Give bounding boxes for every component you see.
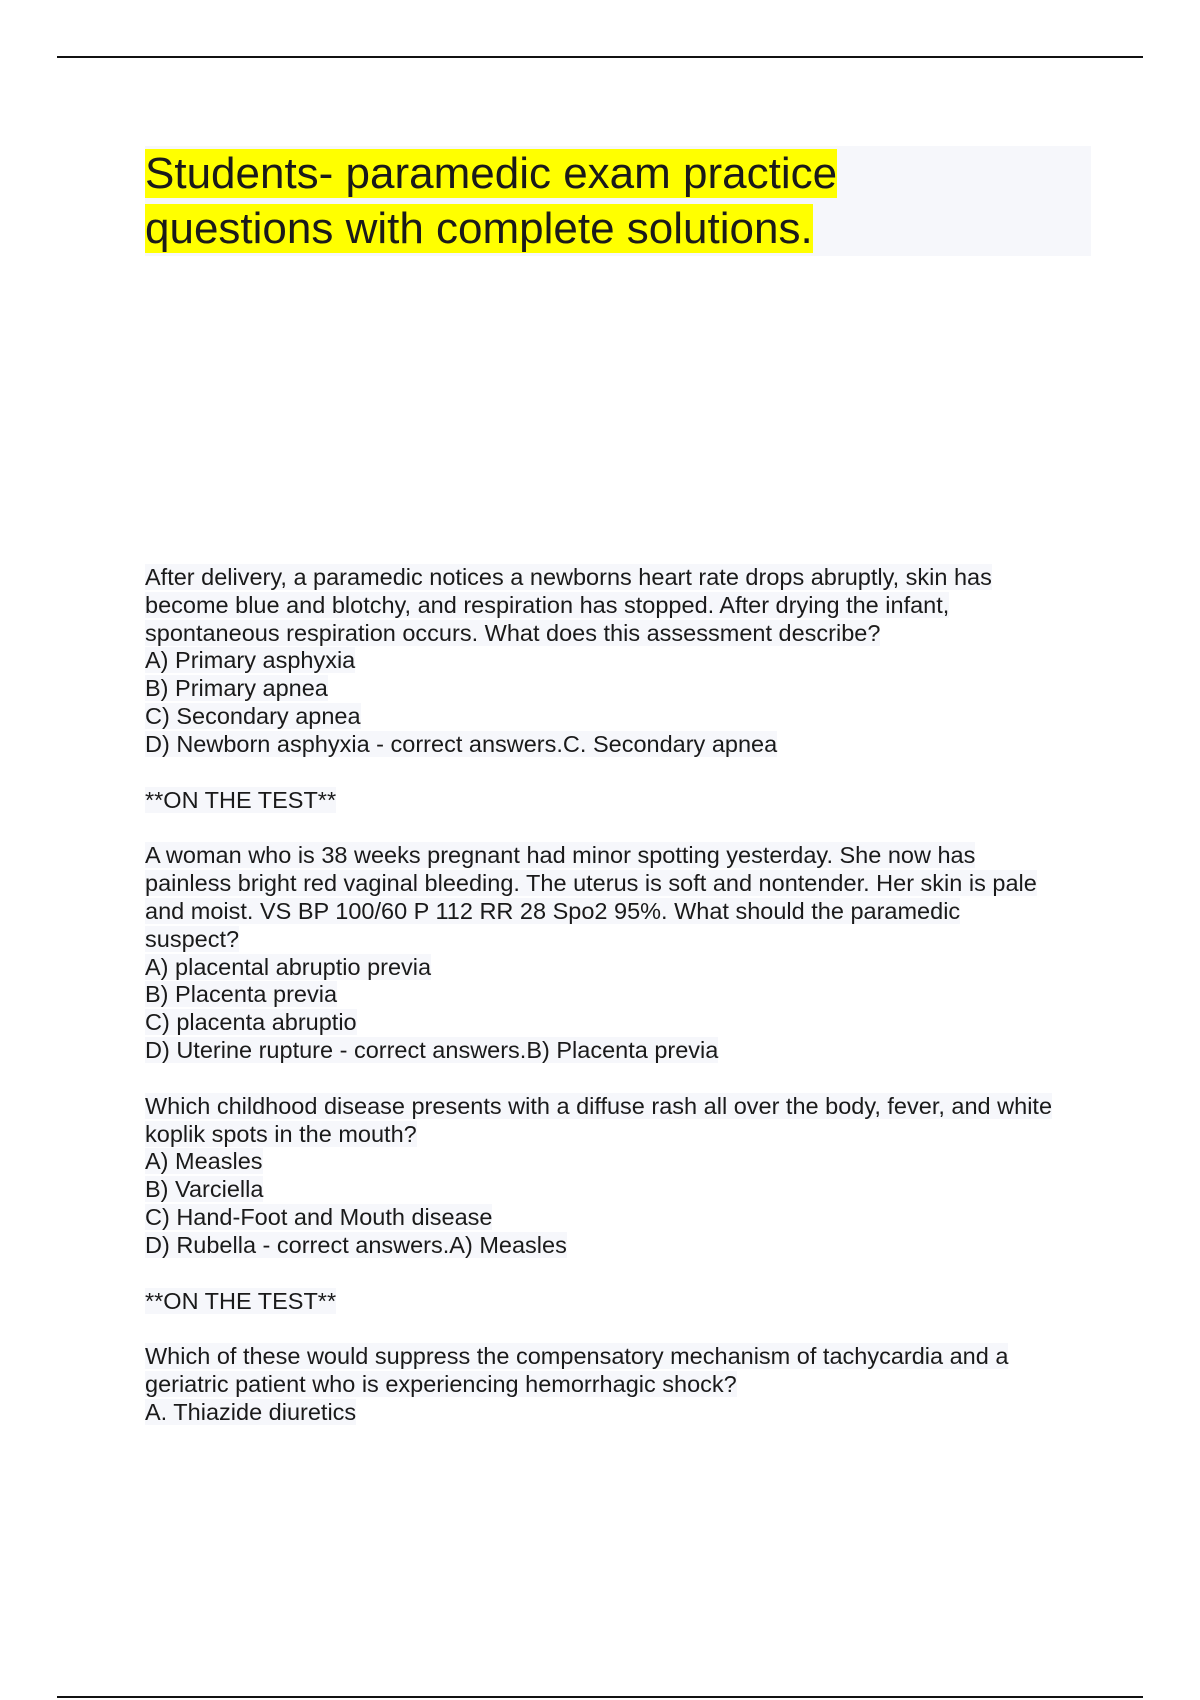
- question-text-line: Which of these would suppress the compensatory mechanism of tachycardia and a: [145, 1343, 1009, 1370]
- title-line: questions with complete solutions.: [145, 204, 813, 253]
- title-block: [145, 146, 1091, 256]
- answer-option: A) Primary asphyxia: [145, 647, 356, 674]
- note-text: **ON THE TEST**: [145, 786, 337, 813]
- question-text-line: geriatric patient who is experiencing hemorrhagic shock?: [145, 1371, 737, 1398]
- question-block: [145, 1093, 1091, 1260]
- answer-option-with-solution: D) Rubella - correct answers.A) Measles: [145, 1231, 567, 1258]
- answer-option-with-solution: D) Uterine rupture - correct answers.B) Placenta previa: [145, 1036, 719, 1063]
- test-note: [145, 787, 1091, 815]
- note-text: **ON THE TEST**: [145, 1287, 337, 1314]
- answer-option: B) Placenta previa: [145, 981, 338, 1008]
- document-body: [145, 564, 1091, 1427]
- question-text-line: and moist. VS BP 100/60 P 112 RR 28 Spo2 95%. What should the paramedic: [145, 897, 961, 924]
- top-rule: [57, 56, 1143, 58]
- answer-option: C) Secondary apnea: [145, 702, 361, 729]
- question-block: [145, 842, 1091, 1064]
- answer-option-with-solution: D) Newborn asphyxia - correct answers.C. Secondary apnea: [145, 730, 778, 757]
- answer-option: A) Measles: [145, 1148, 263, 1175]
- question-text-line: suspect?: [145, 925, 240, 952]
- question-text-line: become blue and blotchy, and respiration has stopped. After drying the infant,: [145, 591, 950, 618]
- question-text-line: Which childhood disease presents with a diffuse rash all over the body, fever, and white: [145, 1092, 1053, 1119]
- answer-option: C) Hand-Foot and Mouth disease: [145, 1203, 493, 1230]
- question-text-line: A woman who is 38 weeks pregnant had minor spotting yesterday. She now has: [145, 842, 976, 869]
- test-note: [145, 1288, 1091, 1316]
- title-line: Students- paramedic exam practice: [145, 149, 838, 198]
- answer-option: C) placenta abruptio: [145, 1009, 357, 1036]
- answer-option: A. Thiazide diuretics: [145, 1398, 357, 1425]
- question-text-line: koplik spots in the mouth?: [145, 1120, 417, 1147]
- question-text-line: After delivery, a paramedic notices a newborns heart rate drops abruptly, skin has: [145, 564, 992, 590]
- answer-option: B) Varciella: [145, 1176, 264, 1203]
- question-block: [145, 564, 1091, 759]
- bottom-rule: [57, 1696, 1143, 1698]
- question-text-line: spontaneous respiration occurs. What does this assessment describe?: [145, 619, 881, 646]
- question-block: [145, 1343, 1091, 1426]
- answer-option: A) placental abruptio previa: [145, 953, 432, 980]
- question-text-line: painless bright red vaginal bleeding. The uterus is soft and nontender. Her skin is pale: [145, 870, 1037, 897]
- document-title: [145, 146, 1091, 256]
- answer-option: B) Primary apnea: [145, 675, 328, 702]
